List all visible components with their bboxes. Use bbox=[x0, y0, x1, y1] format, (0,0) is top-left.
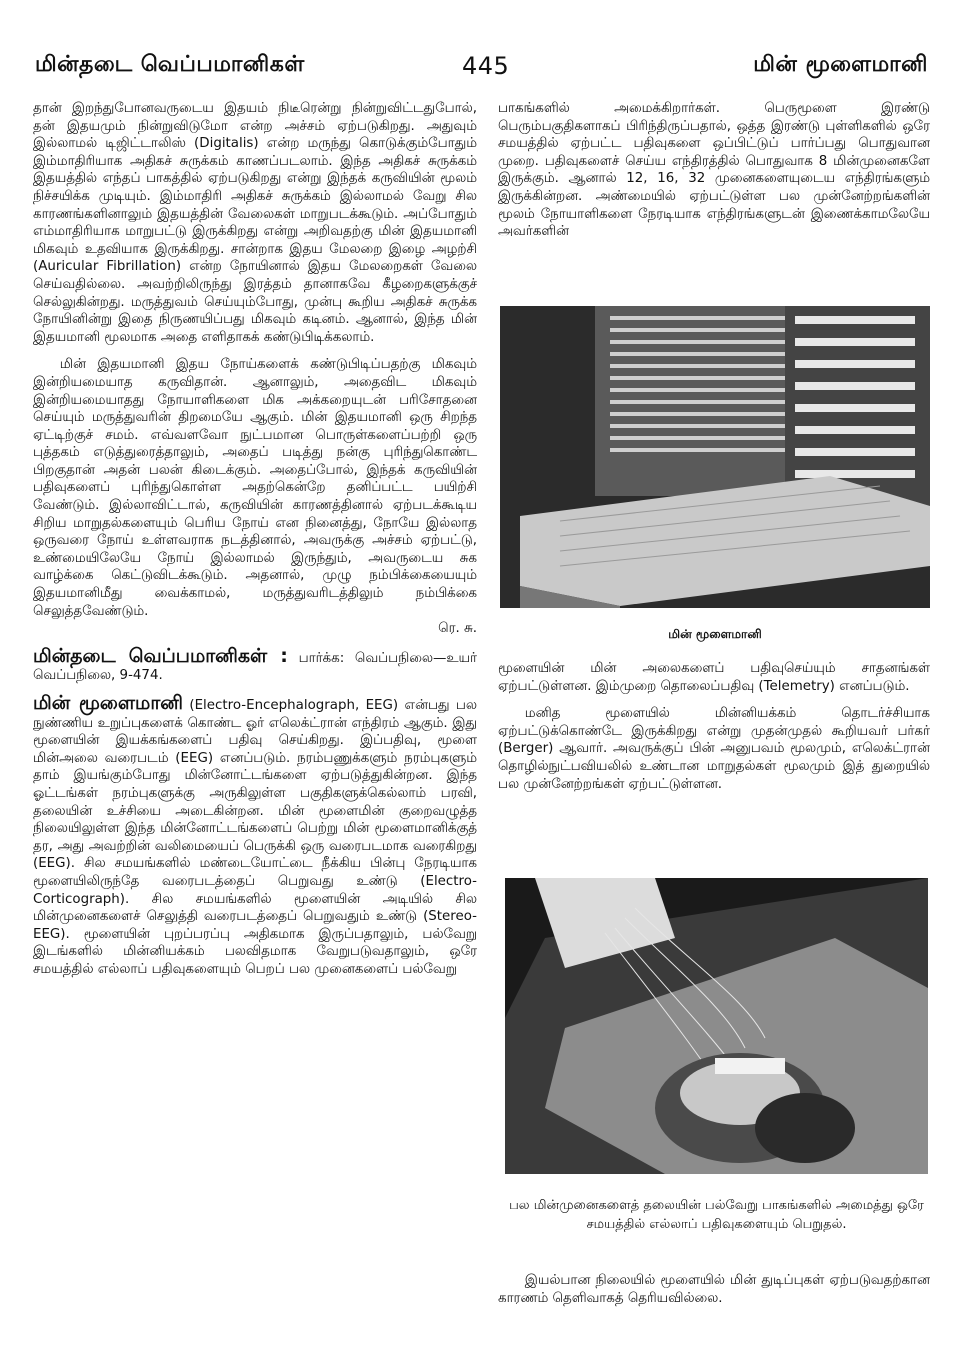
photo-caption: பல மின்முனைகளைத் தலையின் பல்வேறு பாகங்களில் அமைத்து ஒரே சமயத்தில் எல்லாப் பதிவுகளையும் பெறுதல். bbox=[509, 1198, 924, 1232]
entry-text: (Electro-Encephalograph, EEG) என்பது பல நுண்ணிய உறுப்புகளைக் கொண்ட ஓர் எலெக்ட்ரான் எந்திரம் ஆகும். இது மூளையின் இயக்கங்களைப் பதிவு செய்கிறது. இப்பதிவு, மூளை மின்அலை வரைபடம் (EEG) எனப்படும். நரம்பணுக்களும் நரம்புகளும் தாம் இயங்கும்போது மின்னோட்டங்களை ஏற்படுத்துகின்றன. இந்த ஓட்டங்கள் நரம்புகளுக்கு அருகிலுள்ள பகுதிகளுக்கெல்லாம் பரவி, தலையின் உச்சியை அடைகின்றன. மின் மூளைமின் குறைவழுத்த நிலையிலுள்ள இந்த மின்னோட்டங்களைப் பெற்று மின் மூளைமானிக்குத் தர, அது அவற்றின் வலிமையைப் பெருக்கி ஒரு வரைபடமாக வரைகிறது (EEG). சில சமயங்களில் மண்டையோட்டை நீக்கிய பின்பு நேரடியாக மூளையிலிருந்தே வரைபடத்தைப் பெறுவது உண்டு (Electro-Corticograph). சில சமயங்களில் மூளையின் அடியில் சில மின்முனைகளைச் செலுத்தி வரைபடத்தைப் பெறுவதும் உண்டு (Stereo-EEG). மூளையின் புறப்பரப்பு அதிகமாக இருப்பதாலும், பல்வேறு இடங்களில் மின்னியக்கம் பலவிதமாக வேறுபடுவதாலும், ஒரே சமயத்தில் எல்லாப் பதிவுகளையும் பெறப் பல முனைகளைப் பல்வேறு bbox=[33, 698, 477, 977]
author-initials: ரெ. சு. bbox=[438, 621, 477, 637]
paragraph: மின் இதயமானி இதய நோய்களைக் கண்டுபிடிப்பதற்கு மிகவும் இன்றியமையாத கருவிதான். ஆனாலும், அதைவிட மிகவும் இன்றியமையாதது நோயாளிகளை மிக அக்கறையுடன் பரிசோதனை செய்யும் மருத்துவரின் திறமையே ஆகும். மின் இதயமானி ஒரு சிறந்த ஏட்டிற்குச் சமம். எவ்வளவோ நுட்பமான பொருள்களைப்பற்றி ஒரு புத்தகம் எடுத்துரைத்தாலும், அதைப் படித்து நன்கு புரிந்துகொண்ட பிறகுதான் அதன் பலன் கிடைக்கும். அதைப்போல், இந்தக் கருவியின் பதிவுகளைப் புரிந்துகொள்ள அதற்கென்றே தனிப்பட்ட பயிற்சி வேண்டும். இல்லாவிட்டால், கருவியின் காரணத்தினால் ஏற்படக்கூடிய சிறிய மாறுதல்களையும் பெரிய நோய் என நினைத்து, நோயே இல்லாத ஒருவரை நோய் உள்ளவராக நடத்தினால், அவருக்கு அச்சம் ஏற்பட்டு, உண்மையிலேயே நோய் இல்லாமல் இருந்தும், அவருடைய சுக வாழ்க்கை கெட்டுவிடக்கூடும். அதனால், முழு நம்பிக்கையையும் இதயமானிமீது வைக்காமல், மருத்துவரிடத்திலும் நம்பிக்கை செலுத்தவேண்டும். bbox=[33, 357, 477, 619]
right-column-bottom bbox=[498, 1272, 930, 1307]
eeg-machine-photo bbox=[500, 306, 930, 608]
entry-text: பார்க்க: வெப்பநிலை—உயர் வெப்பநிலை, 9-474. bbox=[33, 650, 477, 684]
right-column-mid bbox=[498, 660, 930, 793]
running-head-left: மின்தடை வெப்பமானிகள் bbox=[35, 52, 305, 77]
entry-cross-reference bbox=[33, 644, 477, 685]
paragraph: தான் இறந்துபோனவருடைய இதயம் நிடீரென்று நின்றுவிட்டதுபோல், தன் இதயமும் நின்றுவிடுமோ என்ற அச்சம் ஏற்படுகிறது. அதுவும் இல்லாமல் டிஜிட்டாலிஸ் (Digitalis) என்ற மருந்து கொடுக்கும்போதும் இம்மாதிரியாக அதிகச் சுருக்கம் காணப்படலாம். இந்த அதிகச் சுருக்கம் இதயத்தில் எந்தப் பாகத்தில் ஏற்படுகிறது என்று இந்தக் கருவியின் மூலம் நிச்சயிக்க முடியும். இம்மாதிரி அதிகச் சுருக்கம் இல்லாமல் வேறு சில காரணங்களினாலும் இதயத்தின் வேலைகள் மாறுபடக்கூடும். அப்போதும் எம்மாதிரியாக மாறுபட்டு இருக்கிறது என்று அறிவதற்கு மின் இதயமானி மிகவும் உதவியாக இருக்கிறது. சான்றாக இதய மேலறை இழை அழற்சி (Auricular Fibrillation) என்ற நோயினால் இதய மேலறைகள் வேலை செய்வதில்லை. அவற்றிலிருந்து இரத்தம் தானாகவே கீழறைகளுக்குச் செல்லுகின்றது. மருத்துவம் செய்யும்போது, முன்பு கூறிய அதிகச் சுருக்க நோயினின்று இதை நிருணயிப்பது மிகவும் கடினம். ஆனால், இந்த மின் இதயமானி மூலமாக அதை எளிதாகக் கண்டுபிடிக்கலாம். bbox=[33, 101, 477, 345]
paragraph: இயல்பான நிலையில் மூளையில் மின் துடிப்புகள் ஏற்படுவதற்கான காரணம் தெளிவாகத் தெரியவில்லை. bbox=[498, 1273, 930, 1306]
photo-caption: மின் மூளைமானி bbox=[668, 627, 762, 641]
eeg-machine-illustration bbox=[500, 306, 930, 608]
right-column bbox=[498, 100, 930, 241]
left-column bbox=[33, 100, 477, 979]
paragraph: பாகங்களில் அமைக்கிறார்கள். பெருமூளை இரண்டு பெரும்பகுதிகளாகப் பிரிந்திருப்பதால், ஒத்த இரண்டு புள்ளிகளில் ஒரே சமயத்தில் ஏற்பட்ட பதிவுகளை ஒப்பிட்டுப் பார்ப்பது பொதுவான முறை. பதிவுகளைச் செய்ய எந்திரத்தில் பொதுவாக 8 மின்முனைகளே இருக்கும். ஆனால் 12, 16, 32 முனைகளையுடைய எந்திரங்களும் இருக்கின்றன. அண்மையில் ஏற்பட்டுள்ள பல முன்னேற்றங்களின் மூலம் நோயாளிகளை நேரடியாக எந்திரங்களுடன் இணைக்காமலேயே அவர்களின் bbox=[498, 101, 930, 240]
entry-article bbox=[33, 692, 477, 979]
patient-electrodes-photo bbox=[505, 878, 928, 1174]
paragraph: மூளையின் மின் அலைகளைப் பதிவுசெய்யும் சாதனங்கள் ஏற்பட்டுள்ளன. இம்முறை தொலைப்பதிவு (Telemetry) எனப்படும். bbox=[498, 661, 930, 694]
author-sign-row bbox=[33, 620, 477, 638]
page-number: 445 bbox=[462, 52, 510, 80]
running-head-right: மின் மூளைமானி bbox=[753, 52, 928, 77]
paragraph: மனித மூளையில் மின்னியக்கம் தொடர்ச்சியாக ஏற்பட்டுக்கொண்டே இருக்கிறது என்று முதன்முதல் கூறியவர் பர்கர் (Berger) ஆவார். அவருக்குப் பின் அனுபவம் மூலமும், எலெக்ட்ரான் தொழில்நுட்பவியலில் உண்டான மாறுதல்கள் மூலமும் இத் துறையில் பல முன்னேற்றங்கள் ஏற்பட்டுள்ளன. bbox=[498, 706, 930, 792]
entry-heading: மின்தடை வெப்பமானிகள் : bbox=[33, 644, 288, 667]
patient-illustration bbox=[505, 878, 928, 1174]
entry-heading: மின் மூளைமானி bbox=[33, 692, 183, 714]
